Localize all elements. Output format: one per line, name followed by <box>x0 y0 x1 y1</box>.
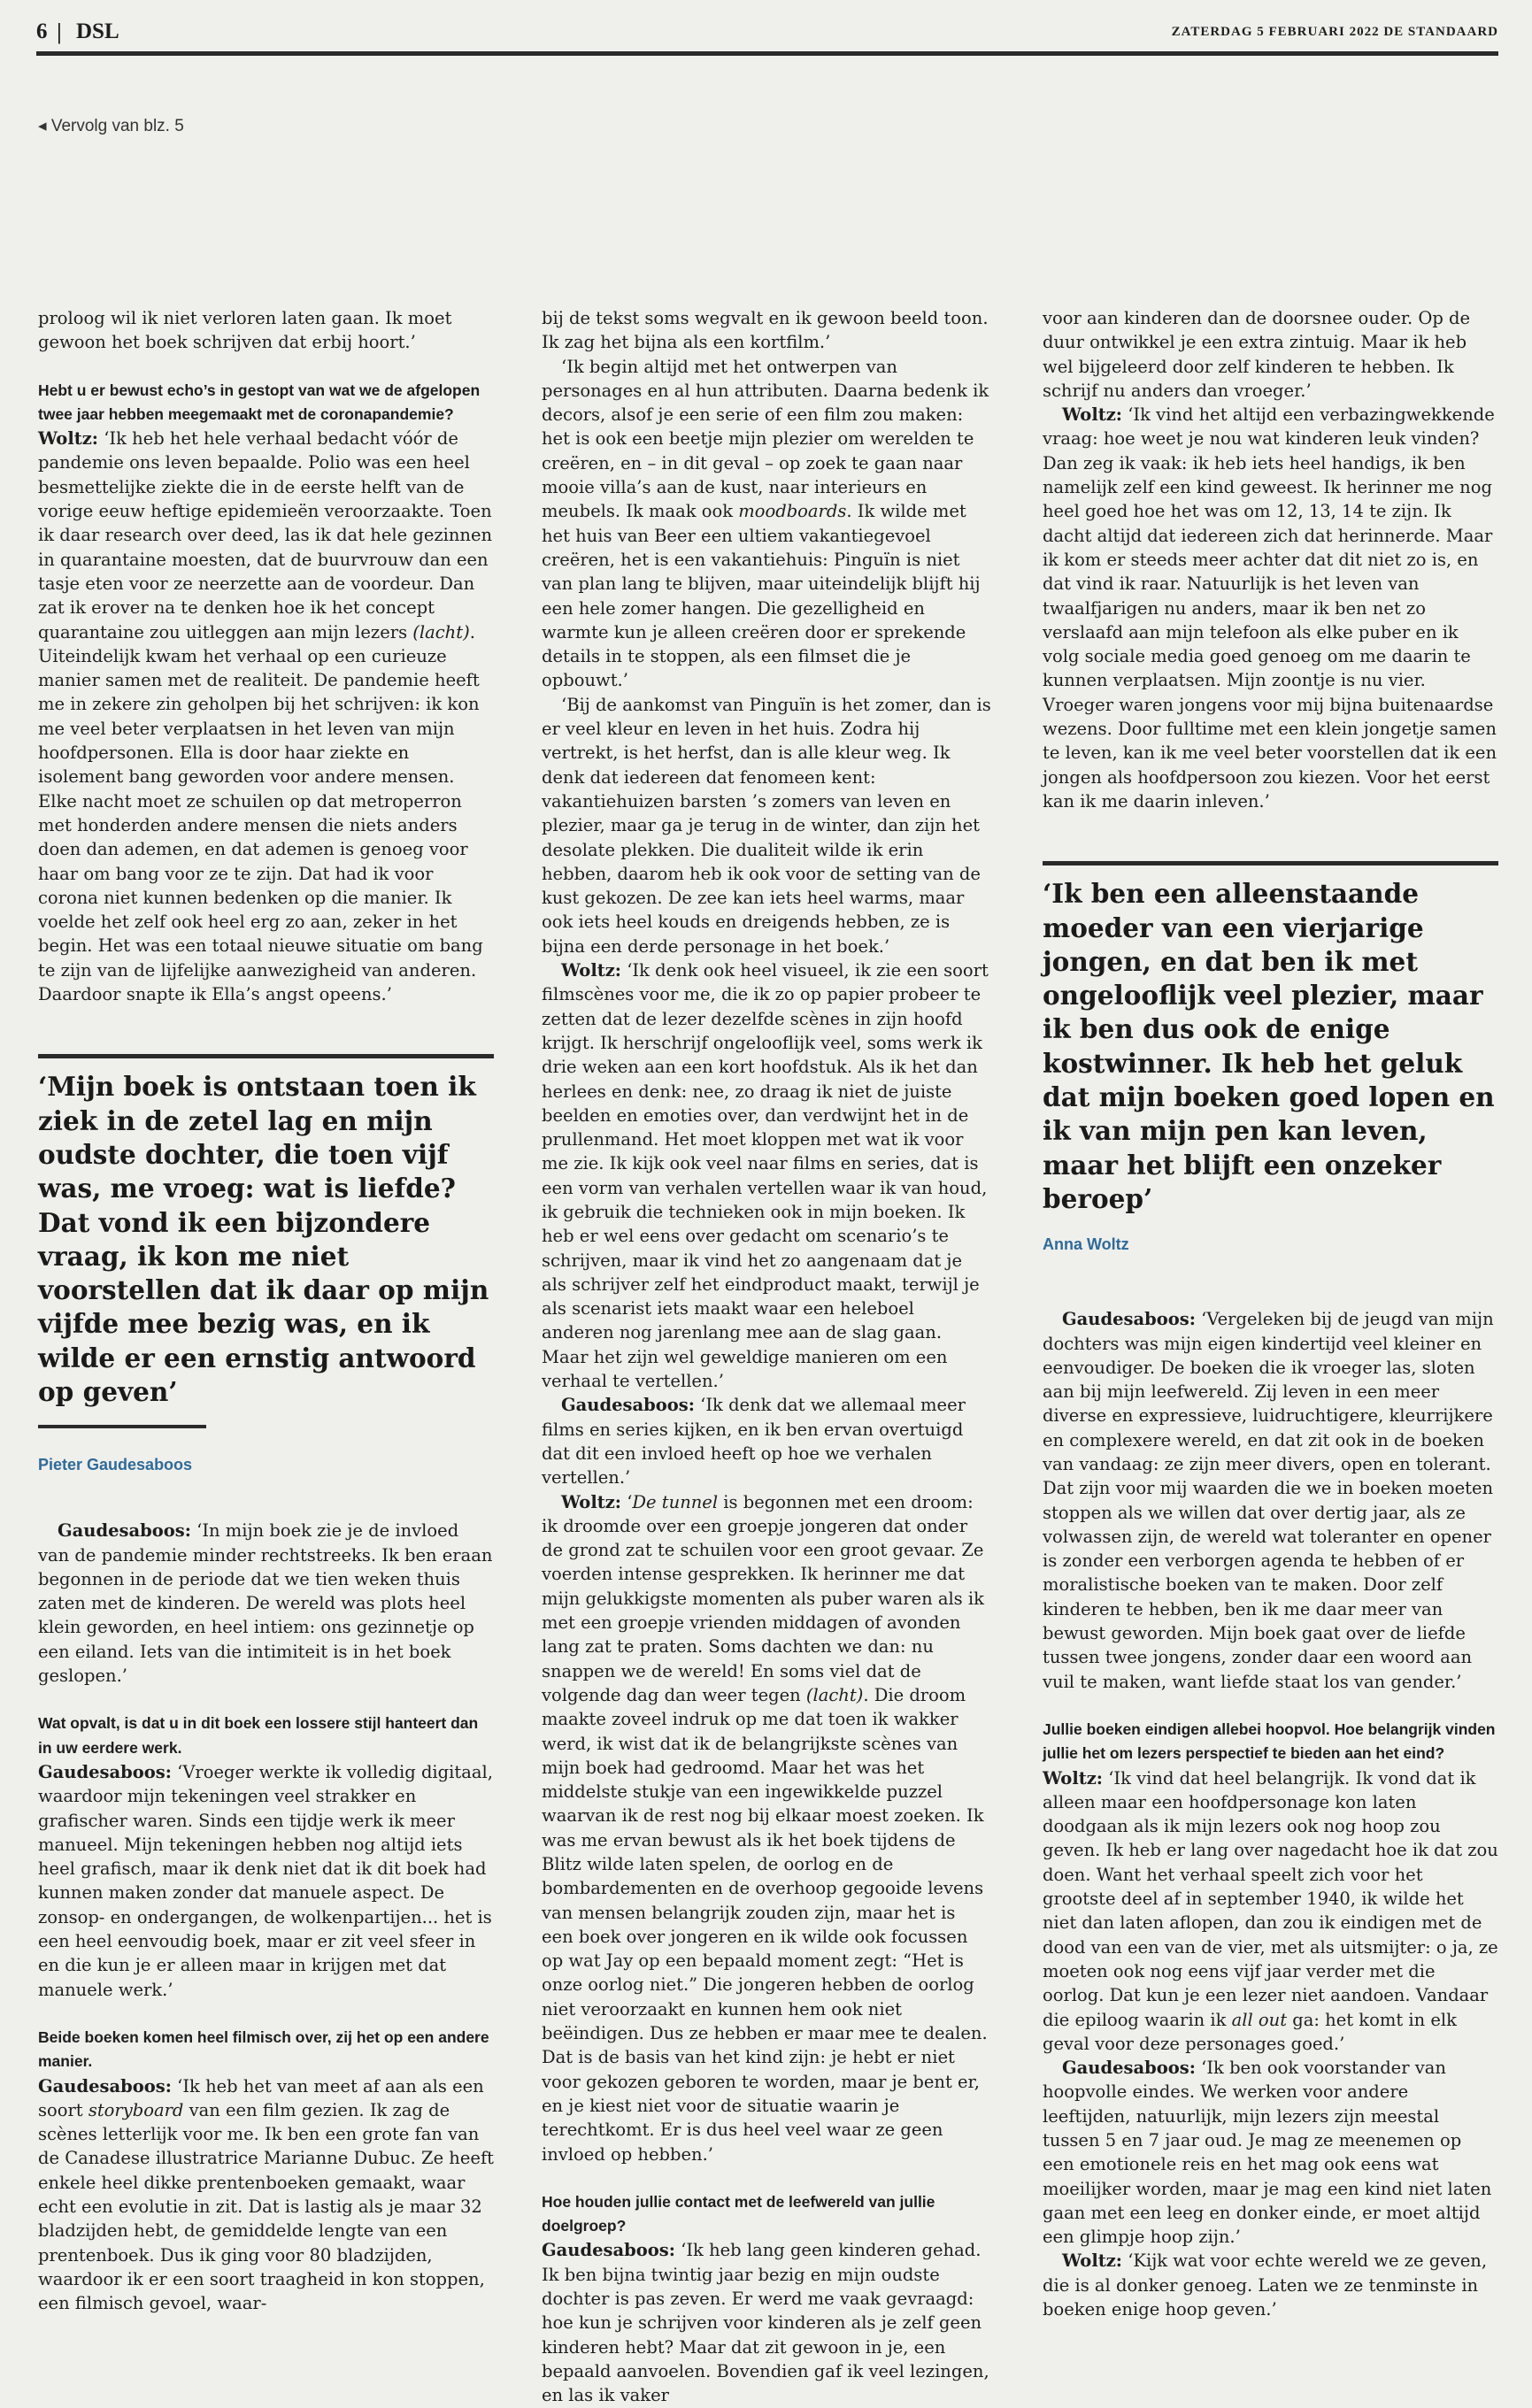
column-2 <box>542 306 991 2408</box>
paragraph: Gaudesaboos: ‘Vroeger werkte ik volledig digitaal, waardoor mijn tekeningen veel strakker en grafischer waren. Sinds een tijdje werk ik meer manueel. Mijn tekeningen hebben nog altijd iets heel grafisch, maar ik denk niet dat ik dit boek had kunnen maken zonder dat manuele aspect. De zonsop- en ondergangen, de wolkenpartijen... het is een heel eenvoudig boek, maar er zit veel sfeer in en die kun je er alleen maar in krijgen met dat manuele werk.’ <box>38 1761 493 2000</box>
paragraph: Woltz: ‘Ik vind dat heel belangrijk. Ik vond dat ik alleen maar een hoofdpersonage kon laten doodgaan als ik mijn lezers ook nog hoop zou geven. Ik heb er lang over nagedacht hoe ik dat zou doen. Want het verhaal speelt zich voor het grootste deel af in september 1940, ik wilde het niet dan laten aflopen, dan zou ik eindigen met de dood van een van de vier, met als uitsmijter: o ja, ze moeten ook nog eens vijf jaar verder met die oorlog. Dat kun je een lezer niet aandoen. Vandaar die epiloog waarin ik all out ga: het komt in elk geval voor deze personages goed.’ <box>1043 1767 1498 2054</box>
pull-quote-author: Anna Woltz <box>1043 1235 1129 1254</box>
speaker: Gaudesaboos: <box>1062 2058 1196 2079</box>
pull-quote-text: ‘Mijn boek is ontstaan toen ik ziek in de zetel lag en mijn oudste dochter, die toen vijf was, me vroeg: wat is liefde? Dat vond ik een bijzondere vraag, ik kon me niet voorstellen dat ik daar op mijn vijfde mee bezig was, en ik wilde er een ernstig antwoord op geven’ <box>38 1071 489 1407</box>
pull-quote <box>38 1054 494 1474</box>
header-rule <box>36 51 1498 56</box>
paragraph: Gaudesaboos: ‘In mijn boek zie je de invloed van de pandemie minder rechtstreeks. Ik ben eraan begonnen in de periode dat we tien weken thuis zaten met de kinderen. De wereld was plots heel klein geworden, en heel intiem: ons gezinnetje op een eiland. Iets van die intimiteit is in het boek geslopen.’ <box>38 1520 493 1687</box>
speaker: Gaudesaboos: <box>542 2240 675 2261</box>
paragraph: proloog wil ik niet verloren laten gaan. Ik moet gewoon het boek schrijven dat erbij hoort.’ <box>38 308 452 353</box>
speaker: Gaudesaboos: <box>38 2075 172 2096</box>
interview-question: Hebt u er bewust echo’s in gestopt van wat we de afgelopen twee jaar hebben meegemaakt met de coronapandemie? <box>38 381 481 423</box>
paragraph: Gaudesaboos: ‘Ik heb het van meet af aan als een soort storyboard van een film gezien. Ik zag de scènes letterlijk voor me. Ik ben een grote fan van de Canadese illustratrice Marianne Dubuc. Ze heeft enkele heel dikke prentenboeken gemaakt, waar echt een evolutie in zit. Dat is lastig als je maar 32 bladzijden hebt, de gemiddelde lengte van een prentenboek. Dus ik ging voor 80 bladzijden, waardoor ik er een soort traagheid in kon stoppen, een filmisch gevoel, waar- <box>38 2075 494 2314</box>
column-3 <box>1043 306 1498 2321</box>
paragraph: Woltz: ‘Ik vind het altijd een verbazingwekkende vraag: hoe weet je nou wat kinderen leuk vinden? Dan zeg ik vaak: ik heb iets heel handigs, ik ben namelijk zelf een kind geweest. Ik herinner me nog heel goed hoe het was om 12, 13, 14 te zijn. Ik dacht altijd dat iedereen zich dat herinnerde. Maar ik kom er steeds meer achter dat dit niet zo is, en dat vind ik raar. Natuurlijk is het leven van twaalfjarigen nu anders, maar ik ben net zo verslaafd aan mijn telefoon als elke puber en ik volg sociale media goed genoeg om me daarin te kunnen verplaatsen. Mijn zoontje is nu vier. Vroeger waren jongens voor mij bijna buitenaardse wezens. Door fulltime met een klein jongetje samen te leven, kan ik me veel beter voorstellen dat ik een jongen als hoofdpersoon zou kiezen. Voor het eerst kan ik me daarin inleven.’ <box>1043 404 1497 812</box>
pull-quote <box>1043 861 1498 1254</box>
speaker: Woltz: <box>561 960 622 981</box>
page-header <box>36 18 1498 50</box>
speaker: Gaudesaboos: <box>38 1761 172 1782</box>
paragraph: Gaudesaboos: ‘Ik denk dat we allemaal meer films en series kijken, en ik ben ervan overtuigd dat dit een invloed heeft op hoe we verhalen vertellen.’ <box>542 1395 966 1489</box>
paragraph: Gaudesaboos: ‘Ik heb lang geen kinderen gehad. Ik ben bijna twintig jaar bezig en mijn oudste dochter is pas zeven. Er werd me vaak gevraagd: hoe kun je schrijven voor kinderen als je zelf geen kinderen hebt? Maar dat zit gewoon in je, een bepaald aanvoelen. Bovendien gaf ik veel lezingen, en las ik vaker <box>542 2240 989 2406</box>
speaker: Woltz: <box>1043 1767 1104 1789</box>
dateline: ZATERDAG 5 FEBRUARI 2022 DE STANDAARD <box>1171 25 1498 39</box>
paragraph: Woltz: ‘Ik heb het hele verhaal bedacht vóór de pandemie ons leven bepaalde. Polio was een heel besmettelijke ziekte die in de eerste helft van de vorige eeuw heftige epidemieën veroorzaakte. Toen ik daar research over deed, las ik dat hele gezinnen in quarantaine moesten, dat de buurvrouw dan een tasje eten voor ze neerzette aan de voordeur. Dan zat ik erover na te denken hoe ik het concept quarantaine zou uitleggen aan mijn lezers (lacht). Uiteindelijk kwam het verhaal op een curieuze manier samen met de realiteit. De pandemie heeft me in zekere zin geholpen bij het schrijven: ik kon me veel beter verplaatsen in het leven van mijn hoofdpersonen. Ella is door haar ziekte en isolement bang geworden voor andere mensen. Elke nacht moet ze schuilen op dat metroperron met honderden andere mensen die niets anders doen dan ademen, en dat ademen is genoeg voor haar om bang voor ze te zijn. Dat had ik voor corona niet kunnen bedenken op die manier. Ik voelde het zelf ook heel erg zo aan, zeker in het begin. Het was een totaal nieuwe situatie om bang te zijn van de lijfelijke aanwezigheid van anderen. Daardoor snapte ik Ella’s angst opeens.’ <box>38 428 493 1005</box>
interview-question: Jullie boeken eindigen allebei hoopvol. Hoe belangrijk vinden jullie het om lezers perspectief te bieden aan het eind? <box>1043 1719 1496 1763</box>
interview-question: Wat opvalt, is dat u in dit boek een lossere stijl hanteert dan in uw eerdere werk. <box>38 1714 479 1757</box>
section-name: DSL <box>76 19 119 43</box>
paragraph: Woltz: ‘Ik denk ook heel visueel, ik zie een soort filmscènes voor me, die ik zo op papier probeer te zetten dat de lezer dezelfde scènes in zijn hoofd krijgt. Ik herschrijf ongelooflijk veel, soms werk ik drie weken aan een kort hoofdstuk. Als ik het dan herlees en denk: nee, zo draag ik niet de juiste beelden en emoties over, dan verdwijnt het in de prullenmand. Het moet kloppen met wat ik voor me zie. Ik kijk ook veel naar films en series, dat is een vorm van verhalen vertellen waar ik van houd, ik gebruik die technieken ook in mijn boeken. Ik heb er wel eens over gedacht om scenario’s te schrijven, maar ik vind het zo aangenaam dat je als schrijver zelf het eindproduct maakt, terwijl je als scenarist iets maakt waar een heleboel anderen nog jarenlang mee aan de slag gaan. Maar het zijn wel geweldige manieren om een verhaal te vertellen.’ <box>542 960 989 1392</box>
interview-question: Hoe houden jullie contact met de leefwereld van jullie doelgroep? <box>542 2192 935 2235</box>
paragraph: bij de tekst soms wegvalt en ik gewoon beeld toon. Ik zag het bijna als een kortfilm.’ <box>542 308 989 353</box>
continued-from-note: ◂ Vervolg van blz. 5 <box>38 117 184 135</box>
paragraph: ‘Bij de aankomst van Pinguïn is het zomer, dan is er veel kleur en leven in het huis. Zodra hij vertrekt, is het herfst, dan is alle kleur weg. Ik denk dat iedereen dat fenomeen kent: vakantiehuizen barsten ’s zomers van leven en plezier, maar ga je terug in de winter, dan zijn het desolate plekken. Die dualiteit wilde ik erin hebben, daarom heb ik ook voor de setting van de kust gekozen. De zee kan iets heel warms, maar ook iets heel kouds en dreigends hebben, ze is bijna een derde personage in het boek.’ <box>542 694 991 957</box>
pull-quote-text: ‘Ik ben een alleenstaande moeder van een vierjarige jongen, en dat ben ik met ongelooflijk veel plezier, maar ik ben dus ook de enige kostwinner. Ik heb het geluk dat mijn boeken goed lopen en ik van mijn pen kan leven, maar het blijft een onzeker beroep’ <box>1043 878 1495 1214</box>
speaker: Gaudesaboos: <box>561 1395 695 1416</box>
speaker: Gaudesaboos: <box>1062 1309 1196 1330</box>
interview-question: Beide boeken komen heel filmisch over, zij het op een andere manier. <box>38 2027 489 2071</box>
paragraph: voor aan kinderen dan de doorsnee ouder. Op de duur ontwikkel je een extra zintuig. Maar ik heb wel bijgeleerd door zelf kinderen te hebben. Ik schrijf nu anders dan vroeger.’ <box>1043 308 1471 401</box>
pull-quote-rule <box>38 1054 494 1058</box>
column-1 <box>38 306 494 2315</box>
speaker: Woltz: <box>38 428 99 450</box>
page-number: 6 <box>36 19 48 43</box>
speaker: Woltz: <box>1062 2250 1123 2272</box>
header-separator: | <box>56 21 63 44</box>
speaker: Woltz: <box>561 1491 622 1512</box>
paragraph: Woltz: ‘De tunnel is begonnen met een droom: ik droomde over een groepje jongeren dat onder de grond zat te schuilen voor een groot gevaar. Ze voerden intense gesprekken. Ik herinner me dat mijn gelukkigste momenten als puber waren als ik met een groepje vrienden middagen of avonden lang zat te praten. Soms dachten we dan: nu snappen we de wereld! En soms viel dat de volgende dag dan weer tegen (lacht). Die droom maakte zoveel indruk op me dat toen ik wakker werd, ik wist dat ik de belangrijkste scènes van mijn boek had gedroomd. Maar het was het middelste stukje van een ingewikkelde puzzel waarvan ik de rest nog bij elkaar moest zoeken. Ik was me ervan bewust als ik het boek tijdens de Blitz wilde laten spelen, de oorlog en de bombardementen en de overhoop gegooide levens van mensen belangrijk zouden zijn, maar het is een boek over jongeren en ik wilde ook focussen op wat Jay op een bepaald moment zegt: “Het is onze oorlog niet.” Die jongeren hebben de oorlog niet veroorzaakt en kunnen hem ook niet beëindigen. Dus ze hebben er maar mee te dealen. Dat is de basis van het kind zijn: je hebt er niet voor gekozen geboren te worden, maar je bent er, en je kiest niet voor de situatie waarin je terechtkomt. Er is dus heel veel waar ze geen invloed op hebben.’ <box>542 1491 988 2165</box>
pull-quote-rule <box>1043 861 1498 865</box>
paragraph: Woltz: ‘Kijk wat voor echte wereld we ze geven, die is al donker genoeg. Laten we ze tenminste in boeken enige hoop geven.’ <box>1043 2250 1488 2320</box>
speaker: Woltz: <box>1062 404 1123 426</box>
paragraph: Gaudesaboos: ‘Ik ben ook voorstander van hoopvolle eindes. We werken voor andere leeftijden, natuurlijk, mijn lezers zijn meestal tussen 5 en 7 jaar oud. Je mag ze meenemen op een emotionele reis en het mag ook eens wat moeilijker worden, maar je mag een kind niet laten gaan met een leeg en donker einde, er moet altijd een glimpje hoop zijn.’ <box>1043 2058 1492 2248</box>
speaker: Gaudesaboos: <box>58 1520 191 1542</box>
pull-quote-author: Pieter Gaudesaboos <box>38 1456 193 1474</box>
paragraph: ‘Ik begin altijd met het ontwerpen van personages en al hun attributen. Daarna bedenk ik decors, alsof je een serie of een film zou maken: het is ook een beetje mijn plezier om werelden te creëren, en – in dit geval – op zoek te gaan naar mooie villa’s aan de kust, naar interieurs en meubels. Ik maak ook moodboards. Ik wilde met het huis van Beer een ultiem vakantiegevoel creëren, het is een vakantiehuis: Pinguïn is niet van plan lang te blijven, maar uiteindelijk blijft hij een hele zomer hangen. Die gezelligheid en warmte kun je alleen creëren door er sprekende details in te stoppen, als een filmset die je opbouwt.’ <box>542 356 989 691</box>
pull-quote-rule-short <box>38 1425 206 1428</box>
paragraph: Gaudesaboos: ‘Vergeleken bij de jeugd van mijn dochters was mijn eigen kindertijd veel kleiner en eenvoudiger. De boeken die ik vroeger las, sloten aan bij mijn leefwereld. Zij leven in een meer diverse en expressieve, luidruchtigere, kleurrijkere en complexere wereld, en dat zit ook in de boeken van vandaag: ze zijn meer divers, open en tolerant. Dat zijn voor mij waarden die we in boeken moeten stoppen als we willen dat over dertig jaar, als ze volwassen zijn, de wereld wat toleranter en opener is zonder een verborgen agenda te hebben of er moralistische boeken van te maken. Door zelf kinderen te hebben, ben ik me daar meer van bewust geworden. Mijn boek gaat over de liefde tussen twee jongens, zonder daar een woord aan vuil te maken, want liefde staat los van gender.’ <box>1043 1309 1494 1692</box>
